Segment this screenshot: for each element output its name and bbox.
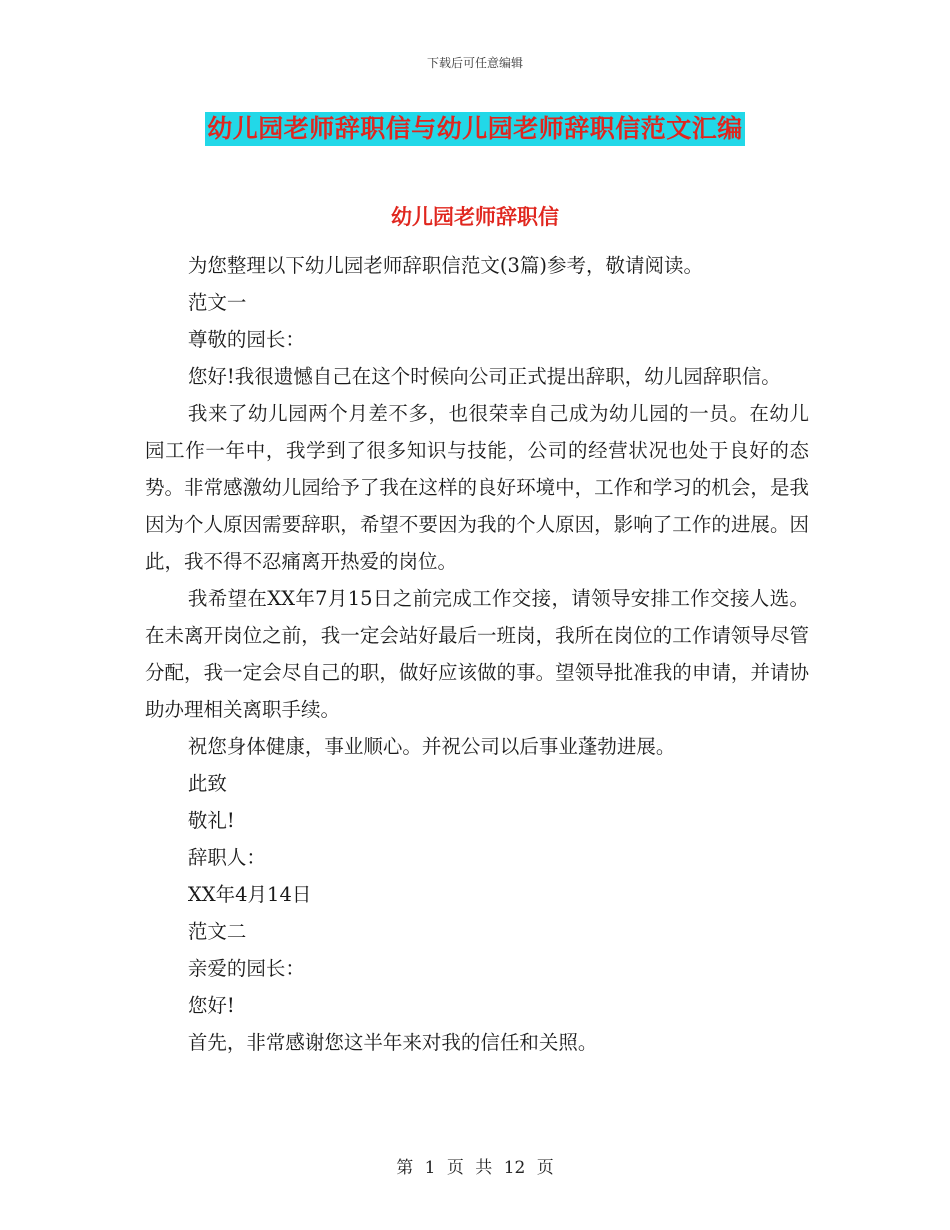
document-body	[145, 247, 809, 1061]
paragraph: 首先，非常感谢您这半年来对我的信任和关照。	[187, 1031, 598, 1054]
main-title: 幼儿园老师辞职信与幼儿园老师辞职信范文汇编	[205, 112, 745, 146]
section-title: 幼儿园老师辞职信	[391, 204, 559, 229]
paragraph: 祝您身体健康，事业顺心。并祝公司以后事业蓬勃进展。	[187, 735, 676, 758]
paragraph: 您好!	[187, 994, 235, 1017]
paragraph: 我来了幼儿园两个月差不多，也很荣幸自己成为幼儿园的一员。在幼儿园工作一年中，我学到了很多知识与技能，公司的经营状况也处于良好的态势。非常感激幼儿园给予了我在这样的良好环境中，工作和学习的机会，是我因为个人原因需要辞职，希望不要因为我的个人原因，影响了工作的进展。因此，我不得不忍痛离开热爱的岗位。	[145, 402, 809, 573]
paragraph: 亲爱的园长：	[187, 957, 305, 980]
header-note: 下载后可任意编辑	[426, 56, 523, 70]
paragraph: 辞职人：	[187, 846, 266, 869]
paragraph: 我希望在XX年7月15日之前完成工作交接，请领导安排工作交接人选。在未离开岗位之前，我一定会站好最后一班岗，我所在岗位的工作请领导尽管分配，我一定会尽自己的职，做好应该做的事。望领导批准我的申请，并请协助办理相关离职手续。	[145, 587, 809, 721]
paragraph: XX年4月14日	[187, 883, 312, 906]
page-number-footer: 第 1 页 共 12 页	[396, 1158, 554, 1178]
paragraph: 尊敬的园长：	[187, 328, 305, 351]
paragraph: 您好!我很遗憾自己在这个时候向公司正式提出辞职，幼儿园辞职信。	[187, 365, 781, 388]
paragraph: 此致	[187, 772, 227, 795]
paragraph: 为您整理以下幼儿园老师辞职信范文(3篇)参考，敬请阅读。	[187, 254, 704, 277]
paragraph: 范文一	[187, 291, 247, 314]
paragraph: 敬礼!	[187, 809, 235, 832]
main-title-container	[0, 112, 950, 146]
paragraph: 范文二	[187, 920, 247, 943]
